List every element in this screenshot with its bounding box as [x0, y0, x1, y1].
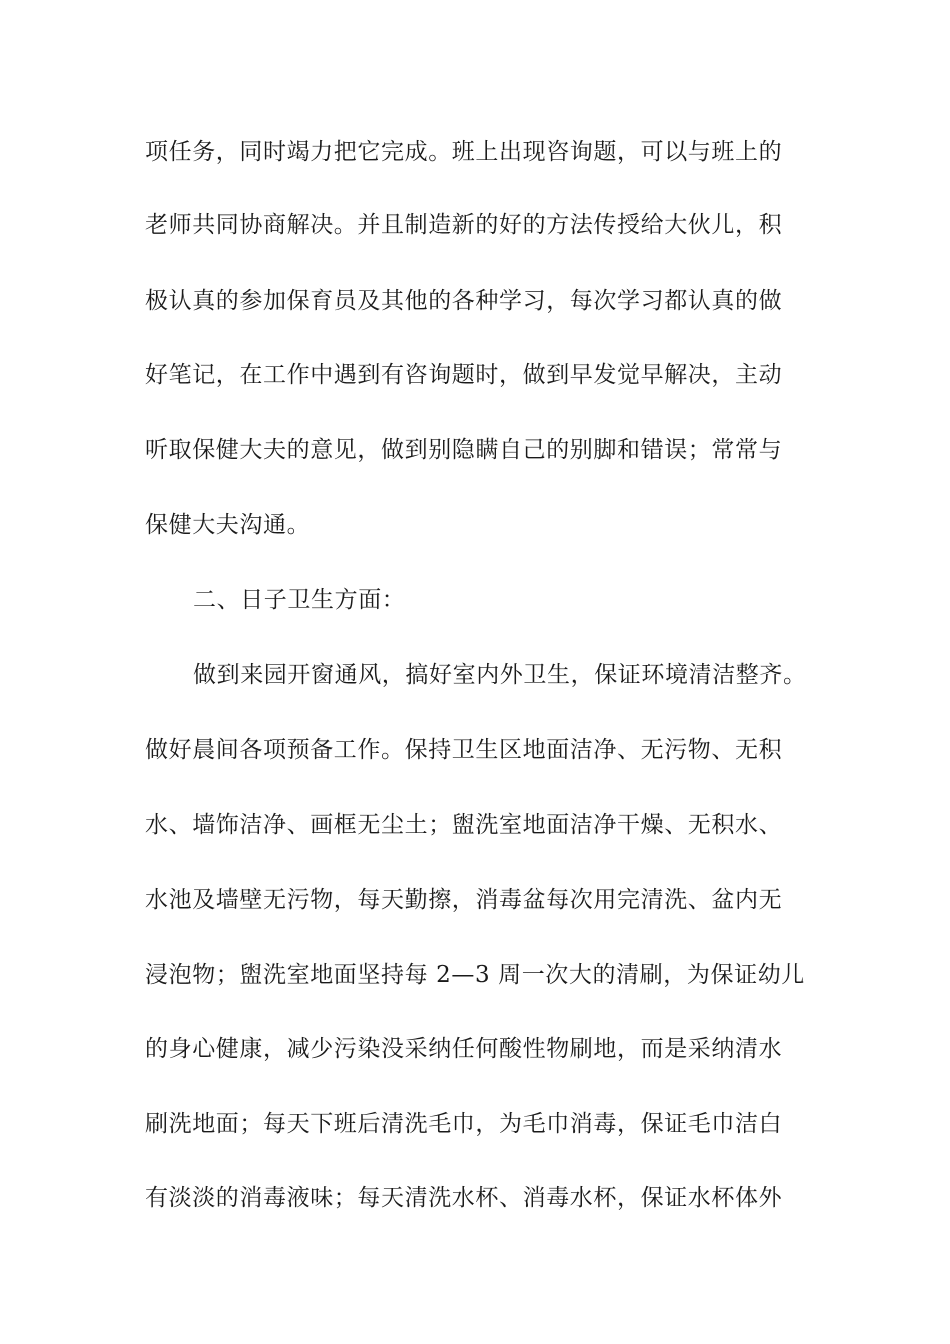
paragraph-line: 保健大夫沟通。 — [145, 512, 311, 538]
paragraph-line: 老师共同协商解决。并且制造新的好的方法传授给大伙儿，积 — [145, 212, 783, 238]
section-heading: 二、日子卫生方面： — [193, 587, 406, 613]
paragraph-line: 听取保健大夫的意见，做到别隐瞒自己的别脚和错误；常常与 — [145, 437, 783, 463]
paragraph-line: 水、墙饰洁净、画框无尘土；盥洗室地面洁净干燥、无积水、 — [145, 812, 783, 838]
paragraph-line: 刷洗地面；每天下班后清洗毛巾，为毛巾消毒，保证毛巾洁白 — [145, 1111, 783, 1137]
paragraph-line: 的身心健康，减少污染没采纳任何酸性物刷地，而是采纳清水 — [145, 1036, 783, 1062]
paragraph-line: 做好晨间各项预备工作。保持卫生区地面洁净、无污物、无积 — [145, 737, 783, 763]
paragraph-line: 极认真的参加保育员及其他的各种学习，每次学习都认真的做 — [145, 288, 783, 314]
paragraph-line: 浸泡物；盥洗室地面坚持每 2—3 周一次大的清刷，为保证幼儿 — [145, 962, 805, 988]
paragraph-line: 做到来园开窗通风，搞好室内外卫生，保证环境清洁整齐。 — [193, 662, 807, 688]
paragraph-line: 有淡淡的消毒液味；每天清洗水杯、消毒水杯，保证水杯体外 — [145, 1185, 783, 1211]
paragraph-line: 水池及墙壁无污物，每天勤擦，消毒盆每次用完清洗、盆内无 — [145, 887, 783, 913]
paragraph-line: 好笔记，在工作中遇到有咨询题时，做到早发觉早解决，主动 — [145, 362, 783, 388]
paragraph-line: 项任务，同时竭力把它完成。班上出现咨询题，可以与班上的 — [145, 139, 783, 165]
